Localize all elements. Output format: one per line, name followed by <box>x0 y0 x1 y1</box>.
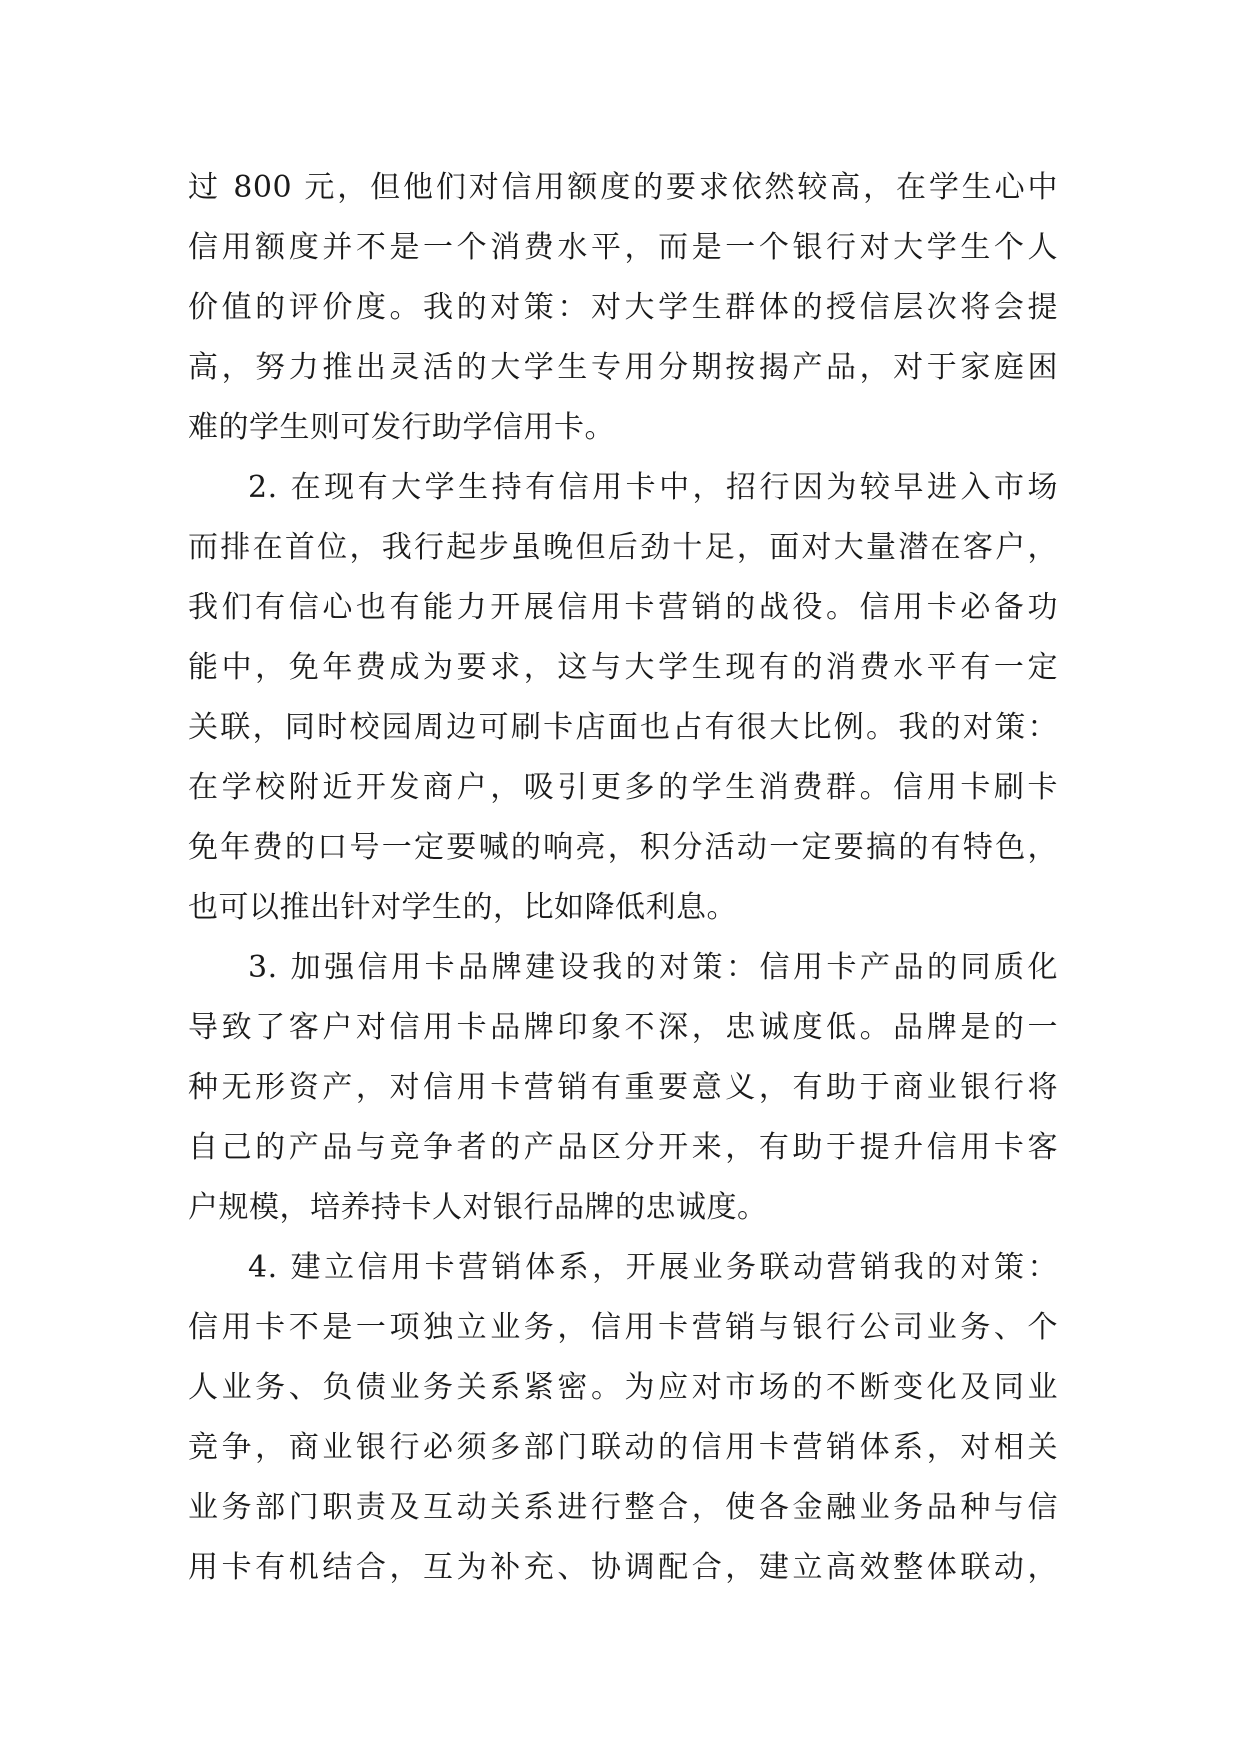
text-line: 而排在首位，我行起步虽晚但后劲十足，面对大量潜在客户， <box>188 530 1058 565</box>
text-line: 人业务、负债业务关系紧密。为应对市场的不断变化及同业 <box>188 1370 1058 1405</box>
text-line: 信用额度并不是一个消费水平，而是一个银行对大学生个人 <box>188 230 1058 265</box>
text-line: 竞争，商业银行必须多部门联动的信用卡营销体系，对相关 <box>188 1430 1058 1465</box>
text-line: 能中，免年费成为要求，这与大学生现有的消费水平有一定 <box>188 650 1058 685</box>
paragraph-4-first-line: 4. 建立信用卡营销体系，开展业务联动营销我的对策： <box>248 1250 1058 1285</box>
text-line: 难的学生则可发行助学信用卡。 <box>188 410 615 445</box>
text-line: 也可以推出针对学生的，比如降低利息。 <box>188 890 737 925</box>
text-line: 过 800 元，但他们对信用额度的要求依然较高，在学生心中 <box>188 170 1058 205</box>
body-text <box>188 158 1058 1598</box>
text-line: 信用卡不是一项独立业务，信用卡营销与银行公司业务、个 <box>188 1310 1058 1345</box>
paragraph-3-first-line: 3. 加强信用卡品牌建设我的对策：信用卡产品的同质化 <box>248 950 1058 985</box>
text-line: 种无形资产，对信用卡营销有重要意义，有助于商业银行将 <box>188 1070 1058 1105</box>
text-line: 我们有信心也有能力开展信用卡营销的战役。信用卡必备功 <box>188 590 1058 625</box>
text-line: 关联，同时校园周边可刷卡店面也占有很大比例。我的对策： <box>188 710 1058 745</box>
text-line: 免年费的口号一定要喊的响亮，积分活动一定要搞的有特色， <box>188 830 1058 865</box>
text-line: 户规模，培养持卡人对银行品牌的忠诚度。 <box>188 1190 768 1225</box>
text-line: 在学校附近开发商户，吸引更多的学生消费群。信用卡刷卡 <box>188 770 1058 805</box>
paragraph-2-first-line: 2. 在现有大学生持有信用卡中，招行因为较早进入市场 <box>248 470 1058 505</box>
text-line: 用卡有机结合，互为补充、协调配合，建立高效整体联动， <box>188 1550 1058 1585</box>
text-line: 高，努力推出灵活的大学生专用分期按揭产品，对于家庭困 <box>188 350 1058 385</box>
text-line: 价值的评价度。我的对策：对大学生群体的授信层次将会提 <box>188 290 1058 325</box>
text-line: 业务部门职责及互动关系进行整合，使各金融业务品种与信 <box>188 1490 1058 1525</box>
text-line: 导致了客户对信用卡品牌印象不深，忠诚度低。品牌是的一 <box>188 1010 1058 1045</box>
text-line: 自己的产品与竞争者的产品区分开来，有助于提升信用卡客 <box>188 1130 1058 1165</box>
